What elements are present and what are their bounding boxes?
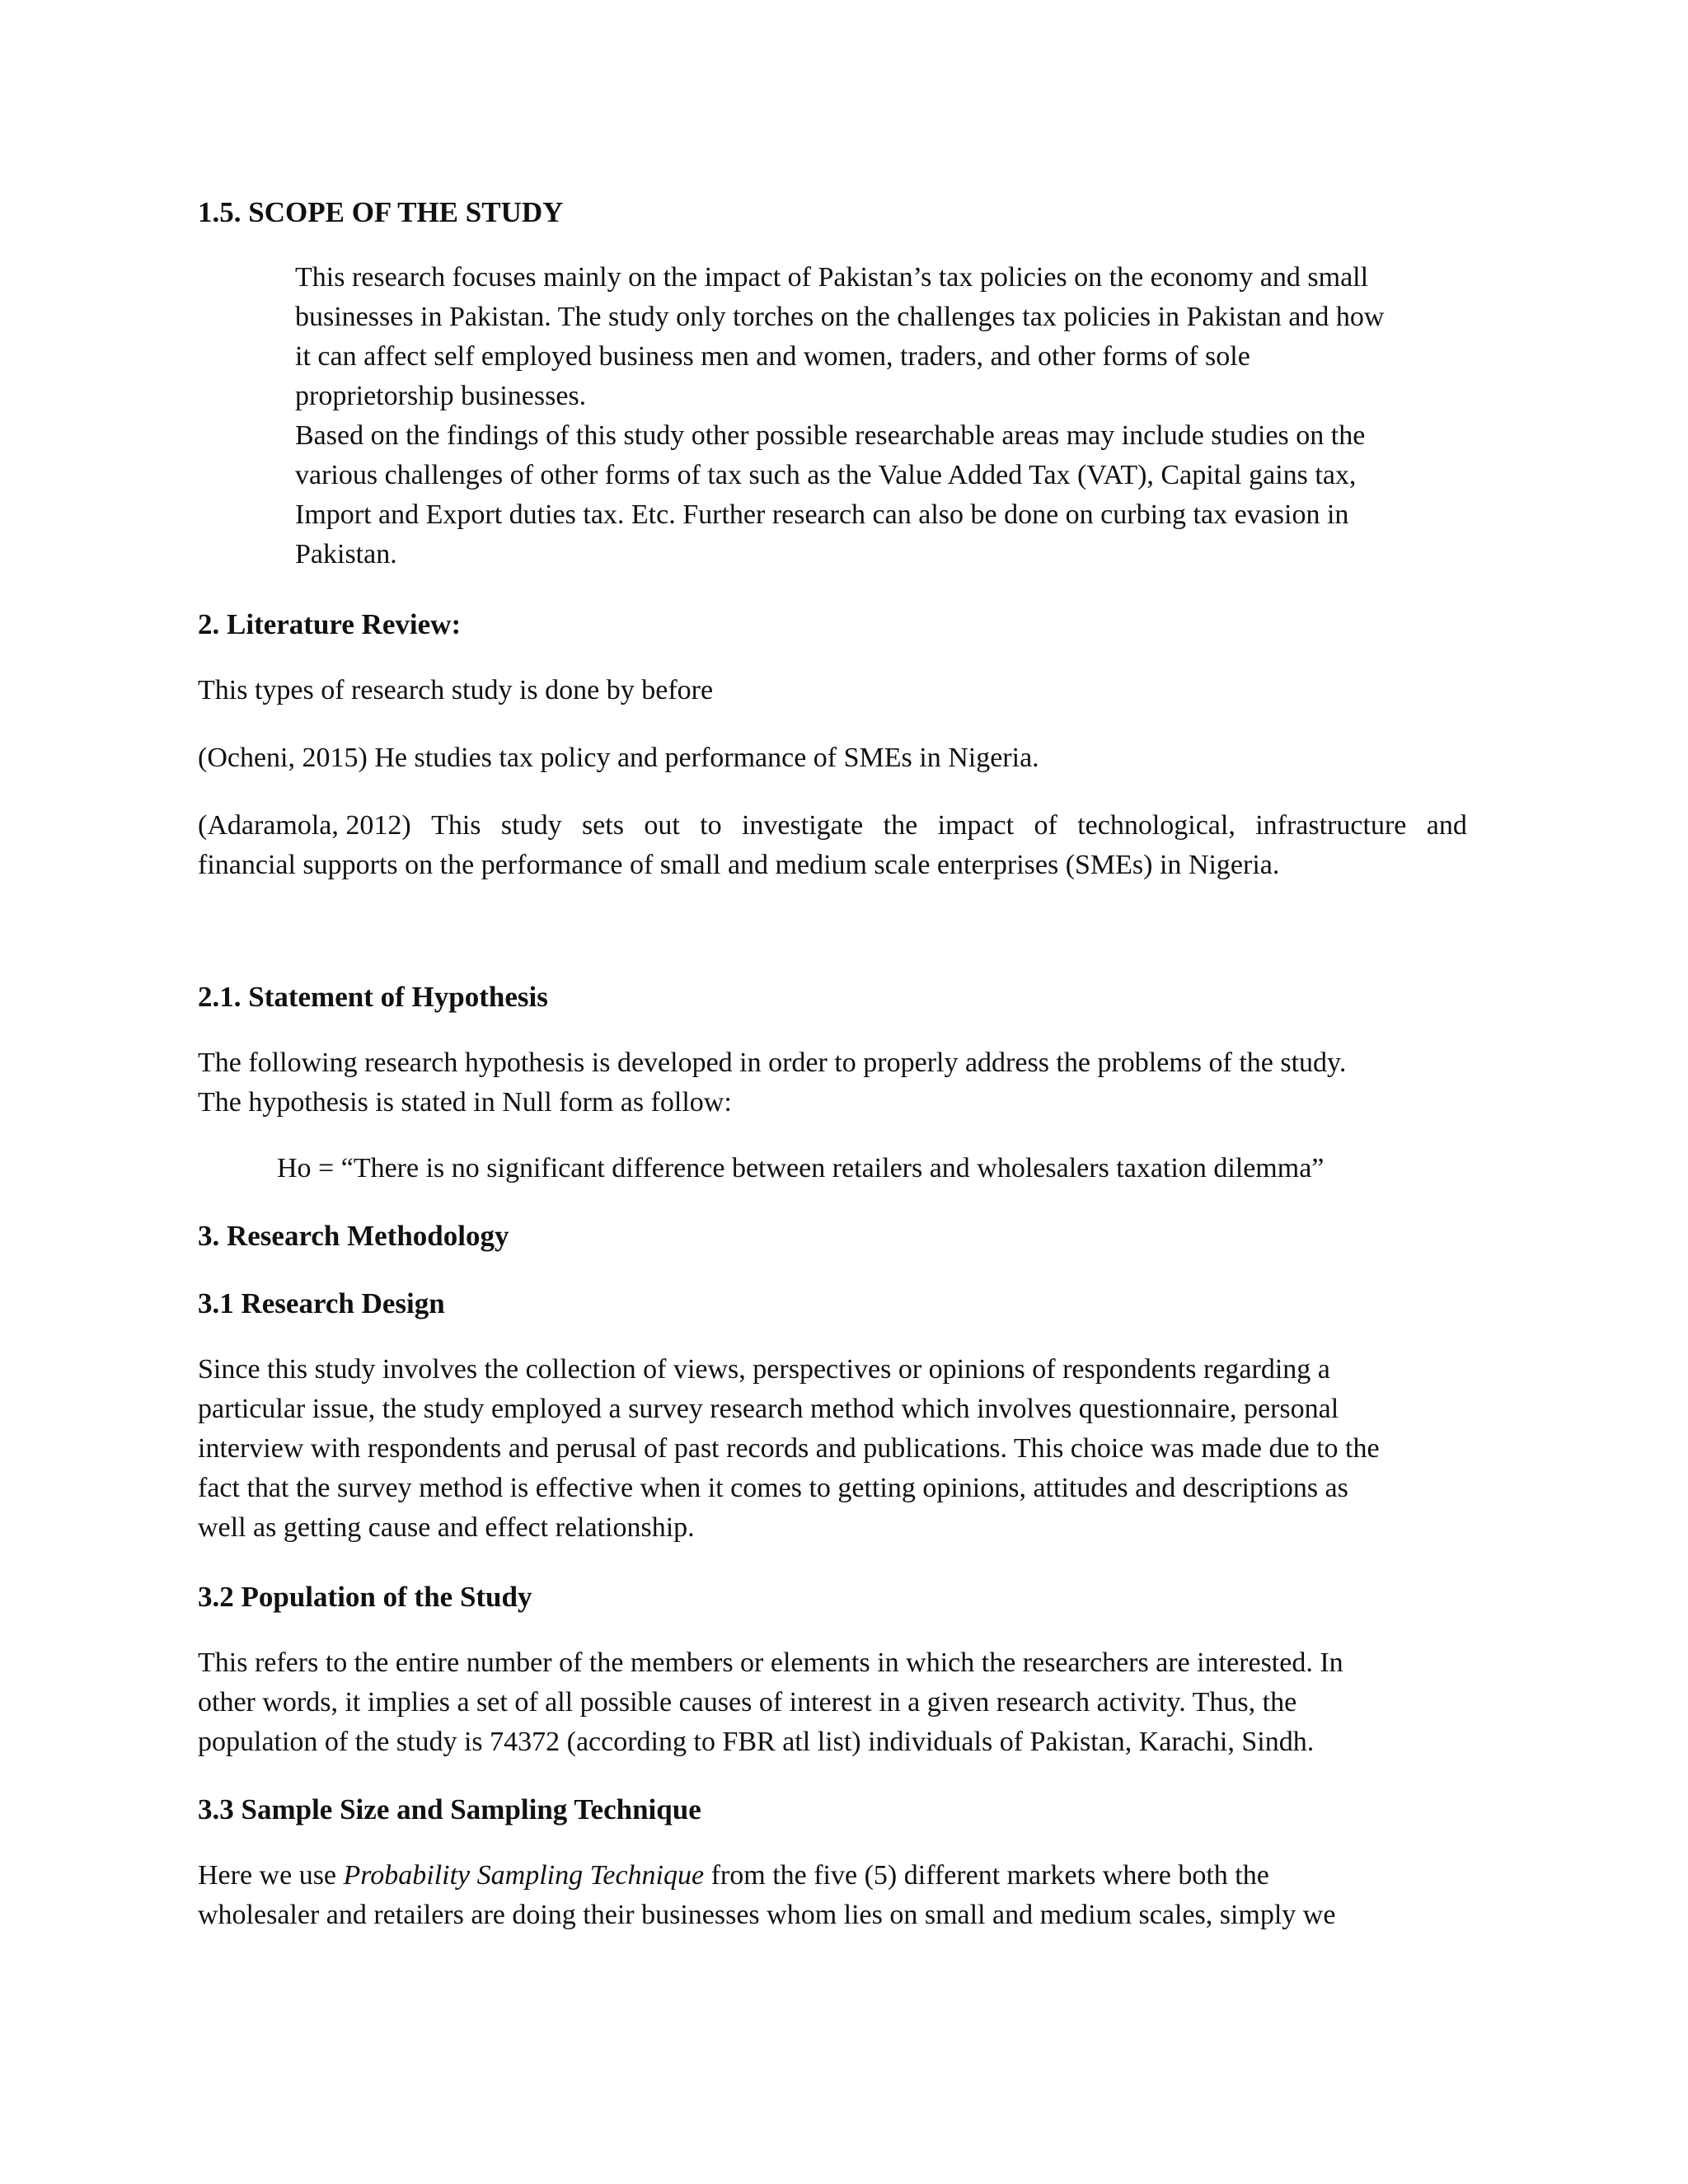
word: infrastructure	[1255, 810, 1407, 841]
design-line: fact that the survey method is effective when it comes to getting opinions, attitudes and descriptions as	[198, 1473, 1348, 1503]
hypothesis-statement-text: Ho = “There is no significant difference between retailers and wholesalers taxation dilemma”	[277, 1153, 1325, 1183]
scope-paragraph	[295, 258, 1384, 574]
scope-line: various challenges of other forms of tax such as the Value Added Tax (VAT), Capital gains tax,	[295, 460, 1357, 490]
scope-line: Based on the findings of this study other possible researchable areas may include studies on the	[295, 420, 1366, 451]
literature-adaramola	[198, 806, 1467, 885]
subsection-heading-sample: 3.3 Sample Size and Sampling Technique	[198, 1793, 701, 1825]
word: technological,	[1077, 810, 1236, 841]
design-line: particular issue, the study employed a survey research method which involves questionnaire, personal	[198, 1394, 1339, 1424]
word: (Adaramola, 2012)	[198, 810, 411, 841]
population-line: This refers to the entire number of the members or elements in which the researchers are interested. In	[198, 1647, 1343, 1678]
scope-line: businesses in Pakistan. The study only torches on the challenges tax policies in Pakistan and how	[295, 302, 1385, 332]
word: study	[500, 810, 562, 841]
word: to	[700, 810, 722, 841]
word: This	[431, 810, 481, 841]
design-line: interview with respondents and perusal of past records and publications. This choice was made due to the	[198, 1433, 1380, 1464]
design-paragraph	[198, 1350, 1380, 1548]
sample-paragraph	[198, 1856, 1335, 1935]
literature-ocheni-text: (Ocheni, 2015) He studies tax policy and performance of SMEs in Nigeria.	[198, 743, 1039, 773]
scope-line: Import and Export duties tax. Etc. Further research can also be done on curbing tax evasion in	[295, 499, 1349, 530]
scope-line: proprietorship businesses.	[295, 381, 587, 411]
design-line: Since this study involves the collection of views, perspectives or opinions of respondents regarding a	[198, 1354, 1330, 1385]
section-heading-methodology: 3. Research Methodology	[198, 1220, 509, 1252]
word: out	[644, 810, 680, 841]
hypothesis-statement	[277, 1149, 1324, 1188]
literature-intro-text: This types of research study is done by before	[198, 675, 714, 705]
adaramola-line-2: financial supports on the performance of small and medium scale enterprises (SMEs) in Nigeria.	[198, 850, 1280, 880]
population-line: other words, it implies a set of all possible causes of interest in a given research activity. Thus, the	[198, 1687, 1297, 1718]
population-paragraph	[198, 1643, 1343, 1762]
adaramola-line-1	[198, 806, 1467, 846]
section-heading-literature: 2. Literature Review:	[198, 608, 462, 640]
subsection-heading-design: 3.1 Research Design	[198, 1287, 445, 1319]
sampling-technique-term: Probability Sampling Technique	[343, 1860, 705, 1891]
word: investigate	[741, 810, 864, 841]
hypothesis-line: The following research hypothesis is developed in order to properly address the problems of the study.	[198, 1047, 1347, 1078]
sample-text: from the five (5) different markets where both the	[704, 1860, 1269, 1891]
sample-line-1	[198, 1856, 1335, 1896]
literature-intro	[198, 671, 713, 710]
subsection-heading-population: 3.2 Population of the Study	[198, 1581, 532, 1613]
sample-text: Here we use	[198, 1860, 344, 1891]
word: impact	[937, 810, 1015, 841]
hypothesis-line: The hypothesis is stated in Null form as follow:	[198, 1087, 732, 1118]
design-line: well as getting cause and effect relationship.	[198, 1512, 695, 1543]
scope-line: Pakistan.	[295, 539, 397, 569]
literature-ocheni	[198, 738, 1039, 778]
hypothesis-paragraph	[198, 1043, 1346, 1122]
scope-line: This research focuses mainly on the impact of Pakistan’s tax policies on the economy and small	[295, 262, 1369, 293]
word: and	[1426, 810, 1467, 841]
section-heading-hypothesis: 2.1. Statement of Hypothesis	[198, 981, 548, 1013]
scope-line: it can affect self employed business men and women, traders, and other forms of sole	[295, 341, 1250, 372]
section-heading-scope: 1.5. SCOPE OF THE STUDY	[198, 196, 564, 228]
population-line: population of the study is 74372 (according to FBR atl list) individuals of Pakistan, Karachi, Sindh.	[198, 1727, 1315, 1757]
word: of	[1034, 810, 1057, 841]
word: the	[883, 810, 918, 841]
word: sets	[581, 810, 624, 841]
sample-line-2: wholesaler and retailers are doing their businesses whom lies on small and medium scales, simply we	[198, 1900, 1336, 1930]
